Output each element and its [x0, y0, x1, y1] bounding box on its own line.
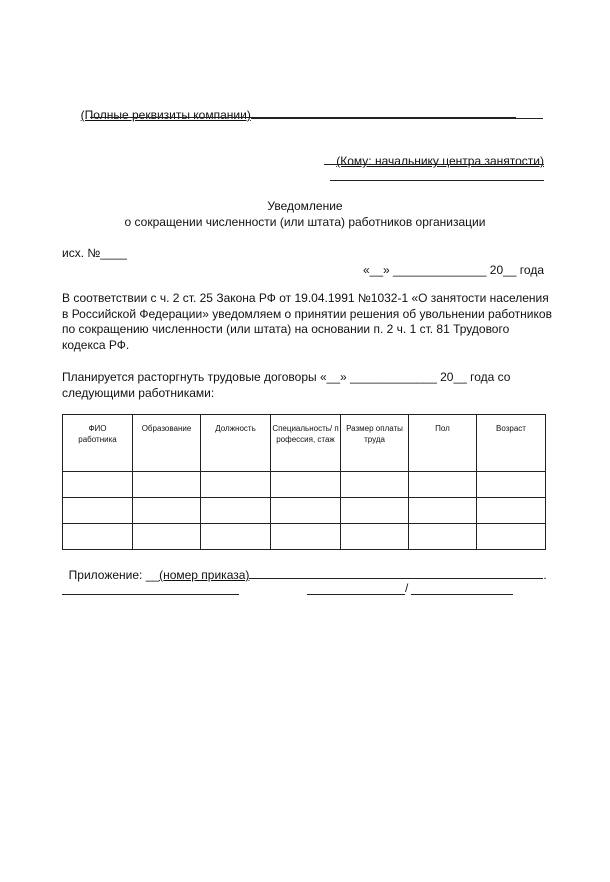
column-header-position: Должность: [201, 415, 271, 472]
document-title: Уведомление: [267, 199, 343, 213]
column-header-salary: Размер оплаты труда: [341, 415, 409, 472]
company-requisites-label: (Полные реквизиты компании): [80, 108, 251, 122]
addressee-label: (Кому: начальнику центра занятости): [336, 154, 544, 168]
document-date: «__» ______________ 20__ года: [362, 263, 544, 277]
table-cell[interactable]: [63, 524, 133, 550]
table-cell[interactable]: [133, 524, 201, 550]
column-header-name: ФИО работника: [63, 415, 133, 472]
table-cell[interactable]: [271, 472, 341, 498]
signature-separator: /: [405, 581, 409, 595]
signature-name-line: [411, 594, 513, 595]
company-requisites-line-2: [90, 117, 516, 118]
table-cell[interactable]: [271, 524, 341, 550]
table-cell[interactable]: [63, 472, 133, 498]
table-header-row: [63, 415, 546, 472]
table-cell[interactable]: [201, 472, 271, 498]
outgoing-reference: исх. №____: [62, 246, 127, 260]
table-cell[interactable]: [409, 498, 477, 524]
body-paragraph-2: Планируется расторгнуть трудовые договоры «__» _____________ 20__ года со следующими работниками:: [62, 370, 511, 400]
table-cell[interactable]: [477, 524, 546, 550]
body-paragraph-1: В соответствии с ч. 2 ст. 25 Закона РФ от 19.04.1991 №1032-1 «О занятости населения в Российской Федерации» уведомляем о принятии решения об увольнении работников по сокращению численности (или штата) на основании п. 2 ч. 1 ст. 81 Трудового кодекса РФ.: [62, 291, 552, 352]
table-cell[interactable]: [63, 498, 133, 524]
table-cell[interactable]: [201, 498, 271, 524]
column-header-age: Возраст: [477, 415, 546, 472]
table-cell[interactable]: [201, 524, 271, 550]
signature-position-line: [62, 594, 239, 595]
signature-line: [307, 594, 405, 595]
table-cell[interactable]: [133, 472, 201, 498]
table-cell[interactable]: [477, 498, 546, 524]
table-cell[interactable]: [341, 524, 409, 550]
table-cell[interactable]: [341, 472, 409, 498]
table-cell[interactable]: [409, 472, 477, 498]
table-cell[interactable]: [409, 524, 477, 550]
table-cell[interactable]: [133, 498, 201, 524]
staff-table: [62, 414, 546, 550]
table-cell[interactable]: [477, 472, 546, 498]
column-header-education: Образование: [133, 415, 201, 472]
appendix-fill: [249, 566, 543, 579]
table-cell[interactable]: [271, 498, 341, 524]
appendix-label: Приложение: __: [68, 568, 160, 582]
appendix-order-number: (номер приказа): [159, 568, 250, 582]
table-cell[interactable]: [341, 498, 409, 524]
table-row: [63, 472, 546, 498]
document-subtitle: о сокращении численности (или штата) работников организации: [124, 215, 486, 229]
column-header-specialty: Специальность/ профессия, стаж: [271, 415, 341, 472]
appendix-tail: .: [543, 568, 547, 582]
table-row: [63, 498, 546, 524]
column-header-gender: Пол: [409, 415, 477, 472]
addressee-line-2: [330, 164, 544, 165]
addressee-line-3: [330, 180, 544, 181]
table-row: [63, 524, 546, 550]
appendix-line: [62, 552, 547, 582]
